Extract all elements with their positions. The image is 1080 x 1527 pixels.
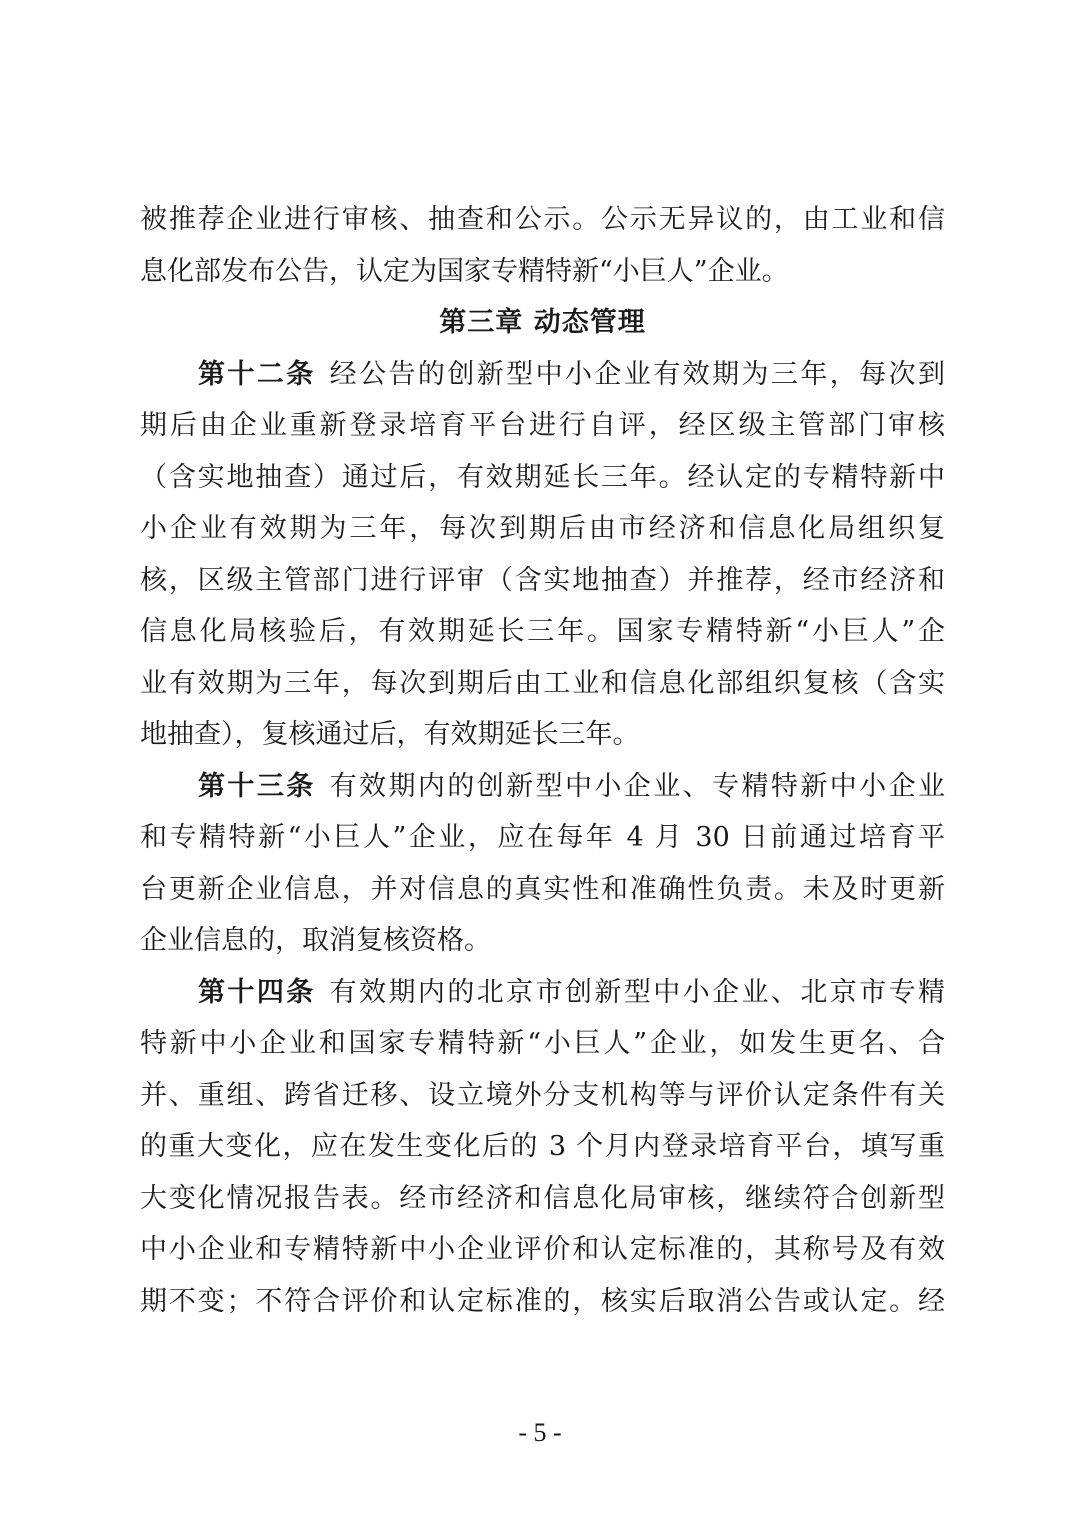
article-12-line-6: 信息化局核验后，有效期延长三年。国家专精特新“小巨人”企 [140, 616, 945, 647]
intro-line-2: 息化部发布公告，认定为国家专精特新“小巨人”企业。 [140, 255, 789, 287]
article-12-line-8: 地抽查），复核通过后，有效期延长三年。 [140, 719, 640, 750]
article-14-title: 第十四条 [198, 976, 316, 1008]
article-12-line-2: 期后由企业重新登录培育平台进行自评，经区级主管部门审核 [140, 410, 945, 441]
article-12-line-7: 业有效期为三年，每次到期后由工业和信息化部组织复核（含实 [140, 667, 945, 699]
intro-line-1: 被推荐企业进行审核、抽查和公示。公示无异议的，由工业和信 [140, 204, 945, 235]
article-14-line-2: 特新中小企业和国家专精特新“小巨人”企业，如发生更名、合 [140, 1028, 945, 1059]
page-number: - 5 - [518, 1418, 562, 1447]
article-13-title: 第十三条 [198, 770, 316, 802]
article-14-line-7: 期不变；不符合评价和认定标准的，核实后取消公告或认定。经 [140, 1285, 945, 1317]
article-13-text-1: 有效期内的创新型中小企业、专精特新中小企业 [329, 770, 945, 802]
article-14-text-1: 有效期内的北京市创新型中小企业、北京市专精 [329, 976, 945, 1008]
chapter-heading: 第三章 动态管理 [439, 307, 646, 338]
article-14-line-6: 中小企业和专精特新中小企业评价和认定标准的，其称号及有效 [140, 1234, 945, 1265]
article-12-line-3: （含实地抽查）通过后，有效期延长三年。经认定的专精特新中 [140, 461, 945, 493]
article-12-title: 第十二条 [198, 358, 316, 390]
article-12-line-5: 核，区级主管部门进行评审（含实地抽查）并推荐，经市经济和 [140, 564, 945, 596]
article-13-line-3: 台更新企业信息，并对信息的真实性和准确性负责。未及时更新 [140, 873, 945, 905]
document-body [140, 194, 945, 1327]
article-12-line-4: 小企业有效期为三年，每次到期后由市经济和信息化局组织复 [140, 513, 945, 544]
article-13-line-1 [140, 761, 945, 813]
article-12-line-1 [140, 349, 945, 401]
article-14-line-5: 大变化情况报告表。经市经济和信息化局审核，继续符合创新型 [140, 1182, 945, 1214]
article-12-text-1: 经公告的创新型中小企业有效期为三年，每次到 [329, 358, 945, 390]
article-14-line-1 [140, 967, 945, 1019]
article-13-line-4: 企业信息的，取消复核资格。 [140, 925, 491, 956]
article-14-line-4: 的重大变化，应在发生变化后的 3 个月内登录培育平台，填写重 [140, 1131, 945, 1162]
article-14-line-3: 并、重组、跨省迁移、设立境外分支机构等与评价认定条件有关 [140, 1079, 945, 1111]
article-13-line-2: 和专精特新“小巨人”企业，应在每年 4 月 30 日前通过培育平 [140, 822, 945, 853]
